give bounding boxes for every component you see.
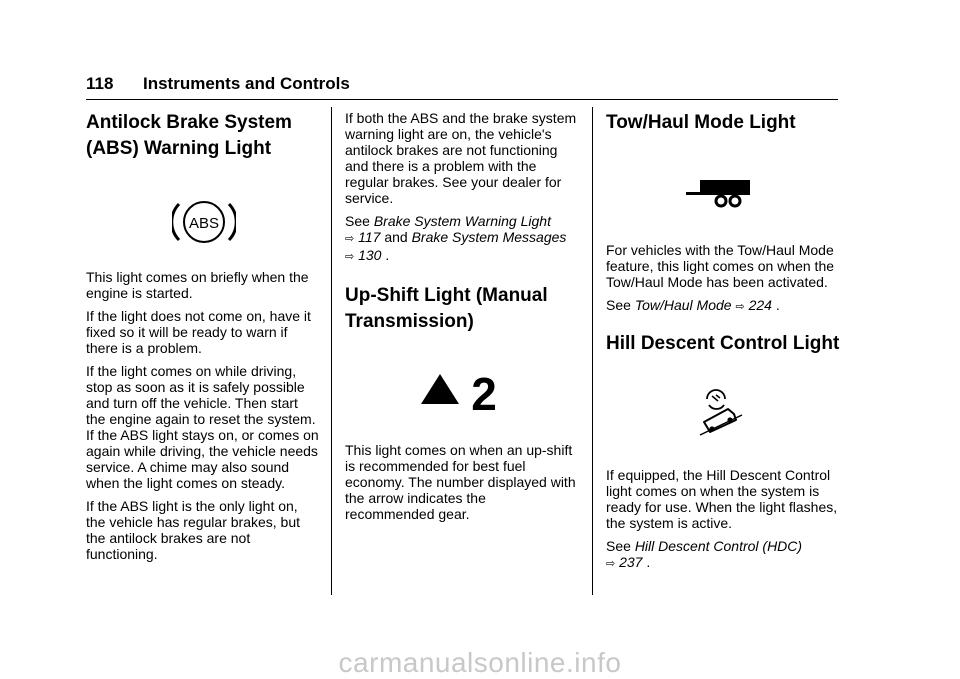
tow-haul-trailer-icon [686,178,756,212]
hill-descent-control-icon [698,387,744,437]
column-divider [331,107,332,595]
link-tow-haul-mode[interactable]: Tow/Haul Mode [634,297,732,313]
abs-warning-icon [172,197,236,247]
column-divider [592,107,593,595]
page-number: 118 [86,74,114,93]
page-header [86,70,838,100]
paragraph: If the light comes on while driving, stop as soon as it is safely possible and turn off the vehicle. Then start the engine again to reset the system. If the ABS light stays on, or comes on again while driving, the vehicle needs service. A chime may also sound when the light comes on steady. [86,363,319,491]
column-upshift [345,110,579,529]
abs-heading: Antilock Brake System (ABS) Warning Light [86,112,292,159]
page-arrow-icon: ⇨ [345,233,355,245]
cross-reference: See Hill Descent Control (HDC) ⇨ 237 . [606,538,803,570]
page-arrow-icon: ⇨ [606,558,616,570]
paragraph: For vehicles with the Tow/Haul Mode feature, this light comes on when the Tow/Haul Mode has been activated. [606,242,835,290]
page-ref[interactable]: 224 [748,297,772,313]
cross-reference: See Tow/Haul Mode ⇨ 224 . [606,297,780,313]
page-ref[interactable]: 117 [358,229,381,245]
paragraph: If equipped, the Hill Descent Control light comes on when the system is ready for use. When the light flashes, the system is active. [606,467,838,531]
header-rule [86,99,838,100]
abs-icon-label: ABS [188,215,220,232]
paragraph: This light comes on briefly when the engine is started. [86,269,309,301]
paragraph: If the ABS light is the only light on, the vehicle has regular brakes, but the antilock brakes are not functioning. [86,498,301,562]
page-ref[interactable]: 130 [358,247,382,263]
cross-reference: See Brake System Warning Light ⇨ 117 and Brake System Messages ⇨ 130 . [345,213,567,263]
paragraph: If the light does not come on, have it fixed so it will be ready to warn if there is a problem. [86,308,311,356]
page-arrow-icon: ⇨ [345,251,355,263]
upshift-arrow-icon [418,362,508,418]
watermark: carmanualsonline.info [338,647,622,678]
page-arrow-icon: ⇨ [735,301,745,313]
upshift-heading: Up-Shift Light (Manual Transmission) [345,285,548,332]
paragraph: This light comes on when an up-shift is recommended for best fuel economy. The number displayed with the arrow indicates the recommended gear. [345,442,576,522]
hill-descent-heading: Hill Descent Control Light [606,333,840,354]
link-hill-descent-control[interactable]: Hill Descent Control (HDC) [634,538,803,554]
link-brake-system-messages[interactable]: Brake System Messages [411,229,567,245]
column-towhaul [606,110,840,579]
column-abs [86,110,320,569]
towhaul-heading: Tow/Haul Mode Light [606,112,796,133]
page-ref[interactable]: 237 [619,554,643,570]
section-title: Instruments and Controls [143,74,350,93]
paragraph: If both the ABS and the brake system warning light are on, the vehicle's antilock brakes are not functioning and there is a problem with the regular brakes. See your dealer for service. [345,110,577,206]
recommended-gear-digit: 2 [471,368,497,418]
link-brake-system-warning-light[interactable]: Brake System Warning Light [373,213,551,229]
